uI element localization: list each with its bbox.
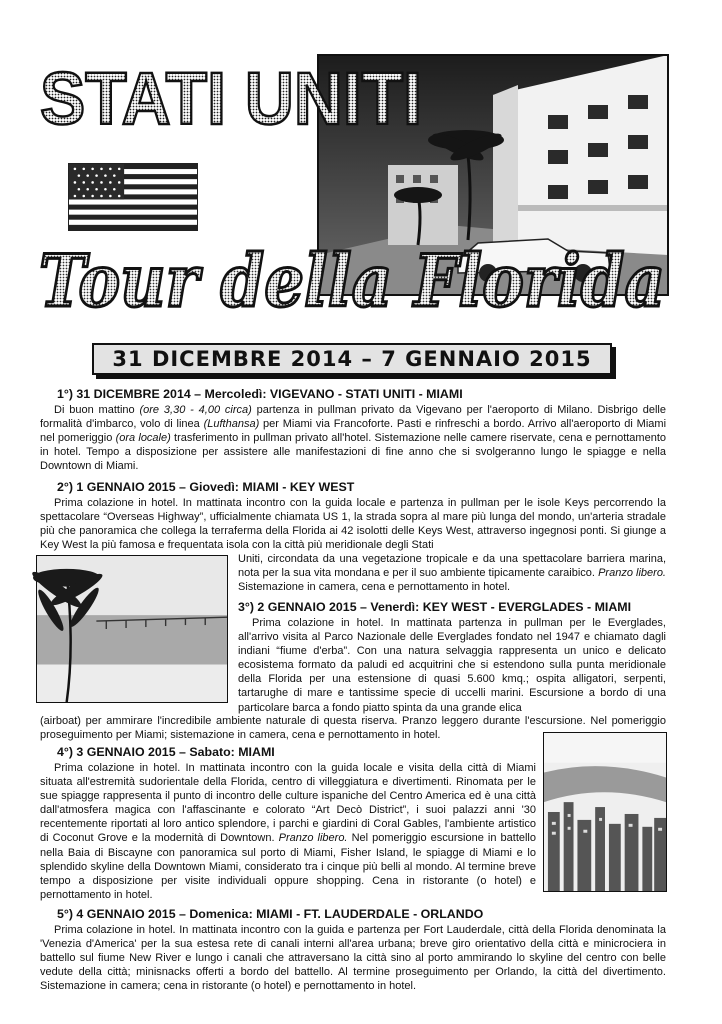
day-1-title: 1°) 31 DICEMBRE 2014 – Mercoledì: VIGEVANO - STATI UNITI - MIAMI (57, 387, 463, 401)
us-flag-icon (68, 163, 198, 231)
day-2-text-top: Prima colazione in hotel. In mattinata incontro con la guida locale e partenza in pullman per le isole Keys percorrendo la spettacolare “Overseas Highway”, ufficialmente chiamata US 1, la strada sopra al mare più lunga del mondo, un'arteria stradale più che panoramica che collega la terraferma della Florida ai 42 isolotti delle Keys West, attraverso ingegnosi ponti. Si giunge a Key West la più famosa e frequentata isola con la città più meridionale degli Stati (40, 497, 666, 552)
day-2-text-side: Uniti, circondata da una vegetazione tropicale e da una spettacolare barriera marina, nota per la sua vita mondana e per il suo ambiente tipicamente caraibico. Pranzo libero. Sistemazione in camera, cena e pernottamento in hotel. (238, 553, 666, 594)
day-1-text: Di buon mattino (ore 3,30 - 4,00 circa) partenza in pullman privato da Vigevano per l'aeroporto di Milano. Disbrigo delle formalità d'imbarco, volo di linea (Lufthansa) per Miami via Francoforte. Pasti e rinfreschi a bordo. Arrivo all'aeroporto di Miami nel pomeriggio (ora locale) trasferimento in pullman privato all'hotel. Sistemazione nelle camere riservate, cena e pernottamento in hotel. Tempo a disposizione per assistere alle manifestazioni di fine anno che si svolgeranno lungo le spiagge e nella Downtown di Miami. (40, 404, 667, 473)
day-3-text-side: Prima colazione in hotel. In mattinata partenza in pullman per le Everglades, all'arrivo visita al Parco Nazionale delle Everglades fondato nel 1947 e chiamato dagli indiani “fiume d'erba”. Con una natura selvaggia rappresenta un unico e delicato ecosistema formato da paludi ed acquitrini che si estendono sulla punta meridionale della Florida per una estensione di quasi 5.600 kmq.; ospita alligatori, serpenti, tartarughe di mare e tantissime specie di uccelli marini. Escursione a bordo di una particolare barca a fondo piatto spinta da una grande elica (238, 617, 666, 714)
seven-mile-bridge-photo (36, 555, 228, 703)
day-4-title: 4°) 3 GENNAIO 2015 – Sabato: MIAMI (57, 745, 275, 759)
day-3-title: 3°) 2 GENNAIO 2015 – Venerdì: KEY WEST - EVERGLADES - MIAMI (238, 600, 632, 614)
day-5-title: 5°) 4 GENNAIO 2015 – Domenica: MIAMI - FT. LAUDERDALE - ORLANDO (57, 907, 484, 921)
svg-text:Tour della Florida: Tour della Florida (39, 238, 665, 323)
day-3-text-bottom: (airboat) per ammirare l'incredibile ambiente naturale di questa riserva. Pranzo leggero durante l'escursione. Nel pomeriggio proseguimento per Miami; sistemazione in camera, cena e pernottamento in hotel. (40, 715, 666, 742)
miami-skyline-photo (543, 732, 667, 892)
day-4-text: Prima colazione in hotel. In mattinata incontro con la guida locale e visita della città di Miami situata all'estremità sudorientale della Florida, centro di villeggiatura e divertimenti. Rinomata per le sue spiagge rappresenta il punto di incontro delle culture ispaniche del Centro America ed è una città dall'atmosfera magica con l'affascinante e colorato “Art Decò District”, i suoi palazzi anni '30 recentemente riportati al loro antico splendore, i parchi e giardini di Coral Gables, l'ambiente artistico di Coconut Grove e la modernità di Downtown. Pranzo libero. Nel pomeriggio escursione in battello nella Baia di Biscayne con panoramica sul porto di Miami, Fisher Island, le spiagge di Miami e lo splendido skyline della Downtown Miami, considerato tra i cinque più belli al mondo. Al termine breve tempo a disposizione per visite individuali oppure shopping. Cena in ristorante (o hotel) e pernottamento in hotel. (40, 762, 536, 901)
title-stati-uniti (36, 57, 426, 140)
svg-text:STATI UNITI: STATI UNITI (40, 57, 422, 140)
day-2-title: 2°) 1 GENNAIO 2015 – Giovedì: MIAMI - KEY WEST (57, 480, 355, 494)
day-5-text: Prima colazione in hotel. In mattinata incontro con la guida e partenza per Fort Lauderdale, città della Florida denominata la 'Venezia d'America' per la sua estesa rete di canali interni all'area urbana; breve giro orientativo della città e minicrociera in battello sul fiume New River e lungo i canali che attraversano la città sino al porto ammirando lo skyline del centro con belle vedute della città; minisnacks offerti a bordo del battello. Al termine proseguimento per Orlando, la città del divertimento. Sistemazione in camera; cena in ristorante (o hotel) e pernottamento in hotel. (40, 924, 666, 993)
date-banner: 31 DICEMBRE 2014 – 7 GENNAIO 2015 (92, 343, 612, 375)
title-tour-della-florida (32, 240, 672, 322)
